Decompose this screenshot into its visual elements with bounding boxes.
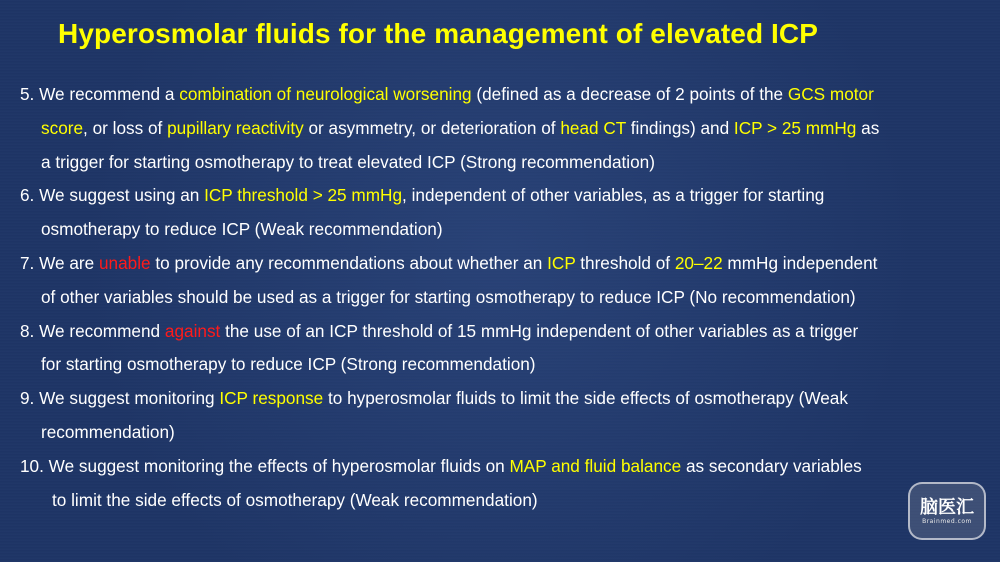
recommendation-item-10 <box>20 450 980 518</box>
recommendation-item-9 <box>20 382 980 450</box>
text-run: the use of an ICP threshold of 15 mmHg independent of other variables as a trigger <box>220 320 859 341</box>
text-run: mmHg independent <box>722 252 878 273</box>
text-run: 8. We recommend <box>20 320 165 341</box>
text-run: to limit the side effects of osmotherapy (Weak recommendation) <box>52 489 538 510</box>
recommendation-list <box>20 78 980 517</box>
text-run: to hyperosmolar fluids to limit the side effects of osmotherapy (Weak <box>323 388 848 409</box>
line <box>20 281 980 315</box>
slide-title: Hyperosmolar fluids for the management of elevated ICP <box>58 18 819 49</box>
highlight-text-red: unable <box>98 252 151 273</box>
line <box>20 382 980 416</box>
text-run: as secondary variables <box>681 455 862 476</box>
line <box>20 315 980 349</box>
text-run: findings) and <box>625 117 734 138</box>
highlight-text: combination of neurological worsening <box>179 84 472 104</box>
text-run: of other variables should be used as a trigger for starting osmotherapy to reduce ICP (No recommendation) <box>41 286 856 307</box>
text-run: , or loss of <box>83 117 168 138</box>
line <box>20 450 980 484</box>
highlight-text: MAP and fluid balance <box>509 455 682 476</box>
line <box>20 416 980 450</box>
highlight-text: score <box>41 117 84 138</box>
recommendation-item-8 <box>20 315 980 383</box>
logo-text: 脑医汇 <box>920 497 974 518</box>
line <box>20 179 980 213</box>
line <box>20 146 980 180</box>
recommendation-item-5 <box>20 78 980 179</box>
highlight-text: ICP response <box>219 388 324 409</box>
text-run: or asymmetry, or deterioration of <box>303 117 561 138</box>
line <box>20 247 980 281</box>
text-run: threshold of <box>575 252 675 273</box>
highlight-text: head CT <box>560 117 626 138</box>
logo-subtext: Brainmed.com <box>922 518 972 525</box>
text-run: as <box>856 117 880 138</box>
text-run: , independent of other variables, as a trigger for starting <box>402 185 825 206</box>
text-run: a trigger for starting osmotherapy to treat elevated ICP (Strong recommendation) <box>41 151 655 172</box>
watermark-logo <box>908 482 986 540</box>
line <box>20 78 980 112</box>
text-run: recommendation) <box>41 421 175 442</box>
line <box>20 348 980 382</box>
highlight-text: GCS motor <box>787 84 874 104</box>
recommendation-item-7 <box>20 247 980 315</box>
text-run: osmotherapy to reduce ICP (Weak recommendation) <box>41 219 443 240</box>
text-run: (defined as a decrease of 2 points of the <box>471 84 788 104</box>
line <box>20 213 980 247</box>
highlight-text-red: against <box>164 320 221 341</box>
highlight-text: pupillary reactivity <box>167 117 304 138</box>
highlight-text: ICP > 25 mmHg <box>733 117 857 138</box>
line <box>20 112 980 146</box>
highlight-text: ICP threshold > 25 mmHg <box>204 185 403 206</box>
highlight-text: 20–22 <box>674 252 723 273</box>
text-run: 5. We recommend a <box>20 84 180 104</box>
line <box>20 484 980 518</box>
text-run: 9. We suggest monitoring <box>20 388 220 409</box>
text-run: for starting osmotherapy to reduce ICP (Strong recommendation) <box>41 354 536 375</box>
highlight-text: ICP <box>547 252 576 273</box>
text-run: 6. We suggest using an <box>20 185 205 206</box>
recommendation-item-6 <box>20 179 980 247</box>
text-run: 10. We suggest monitoring the effects of hyperosmolar fluids on <box>20 455 510 476</box>
text-run: to provide any recommendations about whether an <box>150 252 548 273</box>
text-run: 7. We are <box>20 252 99 273</box>
